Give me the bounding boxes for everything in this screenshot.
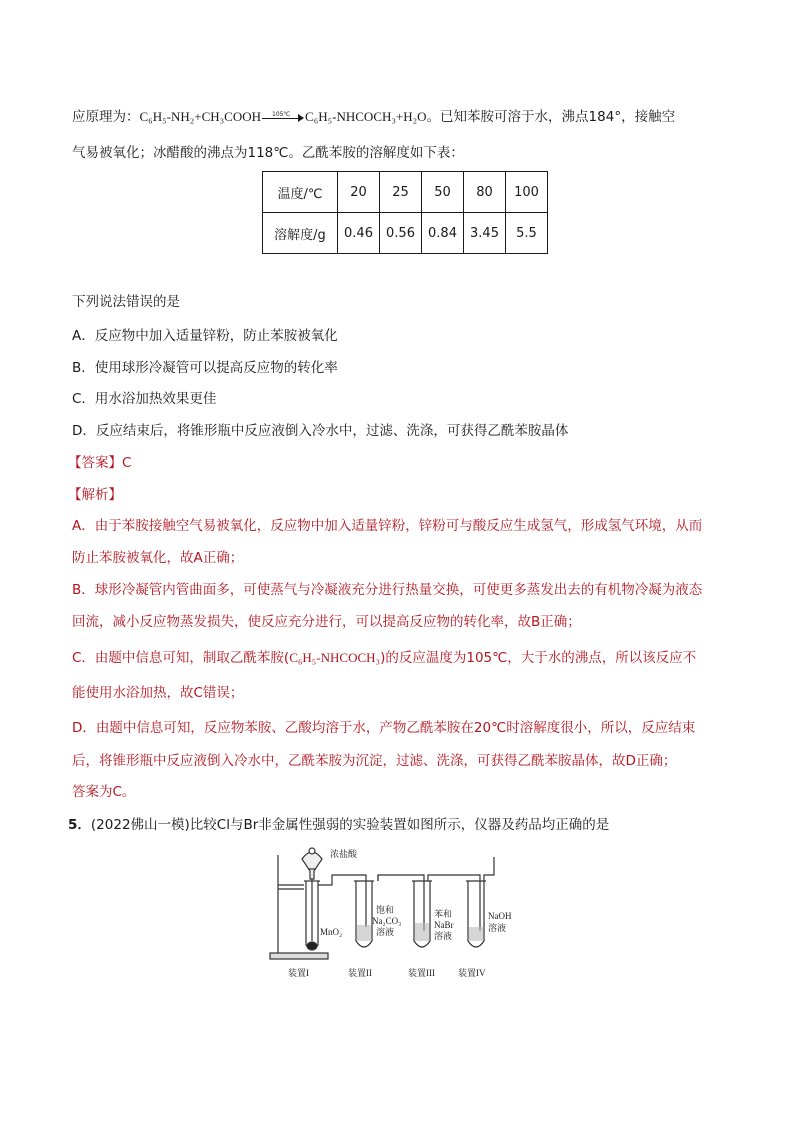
question-source: (2022佛山一模) [90,817,190,833]
answer-value: C [122,455,132,471]
answer-label: 【答案】 [68,455,122,471]
question-stem: 下列说法错误的是 [72,294,180,310]
analysis-c-line-2: 能使用水浴加热，故C错误； [72,685,244,701]
intro-line-1 [72,107,675,127]
analysis-b-line-1: B．球形冷凝管内管曲面多，可使蒸气与冷凝液充分进行热量交换，可使更多蒸发出去的有机物冷凝为液态 [72,582,703,598]
table-row [263,213,548,254]
table-cell: 0.56 [380,213,422,254]
analysis-a-line-1: A．由于苯胺接触空气易被氧化，反应物中加入适量锌粉，锌粉可与酸反应生成氢气，形成氢气环境，从而 [72,518,703,534]
intro-prefix: 应原理为： [72,109,140,125]
solubility-table [262,171,548,254]
option-b: B．使用球形冷凝管可以提高反应物的转化率 [72,360,338,376]
equation-reactants: C₆H₅-NH₂+CH₃COOH [139,109,262,124]
reaction-condition: 105℃ [272,111,291,118]
analysis-a-line-2: 防止苯胺被氧化，故A正确； [72,550,244,566]
analysis-d-line-2: 后，将锥形瓶中反应液倒入冷水中，乙酰苯胺为沉淀，过滤、洗涤，可获得乙酰苯胺晶体，故D正确； [72,753,677,769]
mno2-label: MnO₂ [320,927,343,937]
funnel-label: 浓盐酸 [330,849,358,859]
table-cell: 100 [506,172,548,213]
table-cell: 80 [464,172,506,213]
tube2-label-3: 溶液 [376,927,395,937]
caption-3: 装置III [408,968,435,978]
table-cell: 20 [338,172,380,213]
caption-4: 装置IV [458,968,486,978]
question-5 [68,815,609,835]
question-text: 比较Cl与Br非金属性强弱的实验装置如图所示，仪器及药品均正确的是 [189,817,610,833]
apparatus-figure [268,845,528,985]
analysis-b-line-2: 回流，减小反应物蒸发损失，使反应充分进行，可以提高反应物的转化率，故B正确； [72,614,581,630]
tube3-label-2: NaBr [434,920,454,930]
tube4-label-2: 溶液 [488,923,507,933]
intro-line-2: 气易被氧化；冰醋酸的沸点为118℃。乙酰苯胺的溶解度如下表： [72,145,464,161]
intro-suffix: 。已知苯胺可溶于水，沸点184°，接触空 [426,109,676,125]
table-cell: 0.46 [338,213,380,254]
table-cell: 50 [422,172,464,213]
acetanilide-formula: C₆H₅-NHCOCH₃ [289,650,381,665]
answer [68,453,131,473]
table-row [263,172,548,213]
option-a: A．反应物中加入适量锌粉，防止苯胺被氧化 [72,328,338,344]
tube2-label-1: 饱和 [376,905,395,915]
caption-2: 装置II [348,968,372,978]
tube3-label-3: 溶液 [434,931,453,941]
table-cell: 温度/℃ [263,172,338,213]
table-cell: 0.84 [422,213,464,254]
analysis-d-line-1: D．由题中信息可知，反应物苯胺、乙酸均溶于水，产物乙酰苯胺在20℃时溶解度很小，所以，反应结束 [72,720,696,736]
equation-products: C₆H₅-NHCOCH₃+H₂O [305,109,427,124]
option-d: D．反应结束后，将锥形瓶中反应液倒入冷水中，过滤、洗涤，可获得乙酰苯胺晶体 [72,423,569,439]
table-cell: 25 [380,172,422,213]
analysis-conclusion: 答案为C。 [72,784,136,800]
tube4-label-1: NaOH [488,911,512,921]
tube3-label-1: 苯和 [434,909,453,919]
question-number: 5． [68,817,91,833]
table-cell: 溶解度/g [263,213,338,254]
table-cell: 3.45 [464,213,506,254]
option-c: C．用水浴加热效果更佳 [72,391,217,407]
tube2-label-2: Na₂CO₃ [372,916,402,926]
caption-1: 装置I [288,968,309,978]
table-cell: 5.5 [506,213,548,254]
analysis-label: 【解析】 [68,487,122,503]
analysis-c-line-1: C．由题中信息可知，制取乙酰苯胺(C₆H₅-NHCOCH₃)的反应温度为105℃，大于水的沸点，所以该反应不 [72,650,697,666]
reaction-arrow [262,111,304,123]
